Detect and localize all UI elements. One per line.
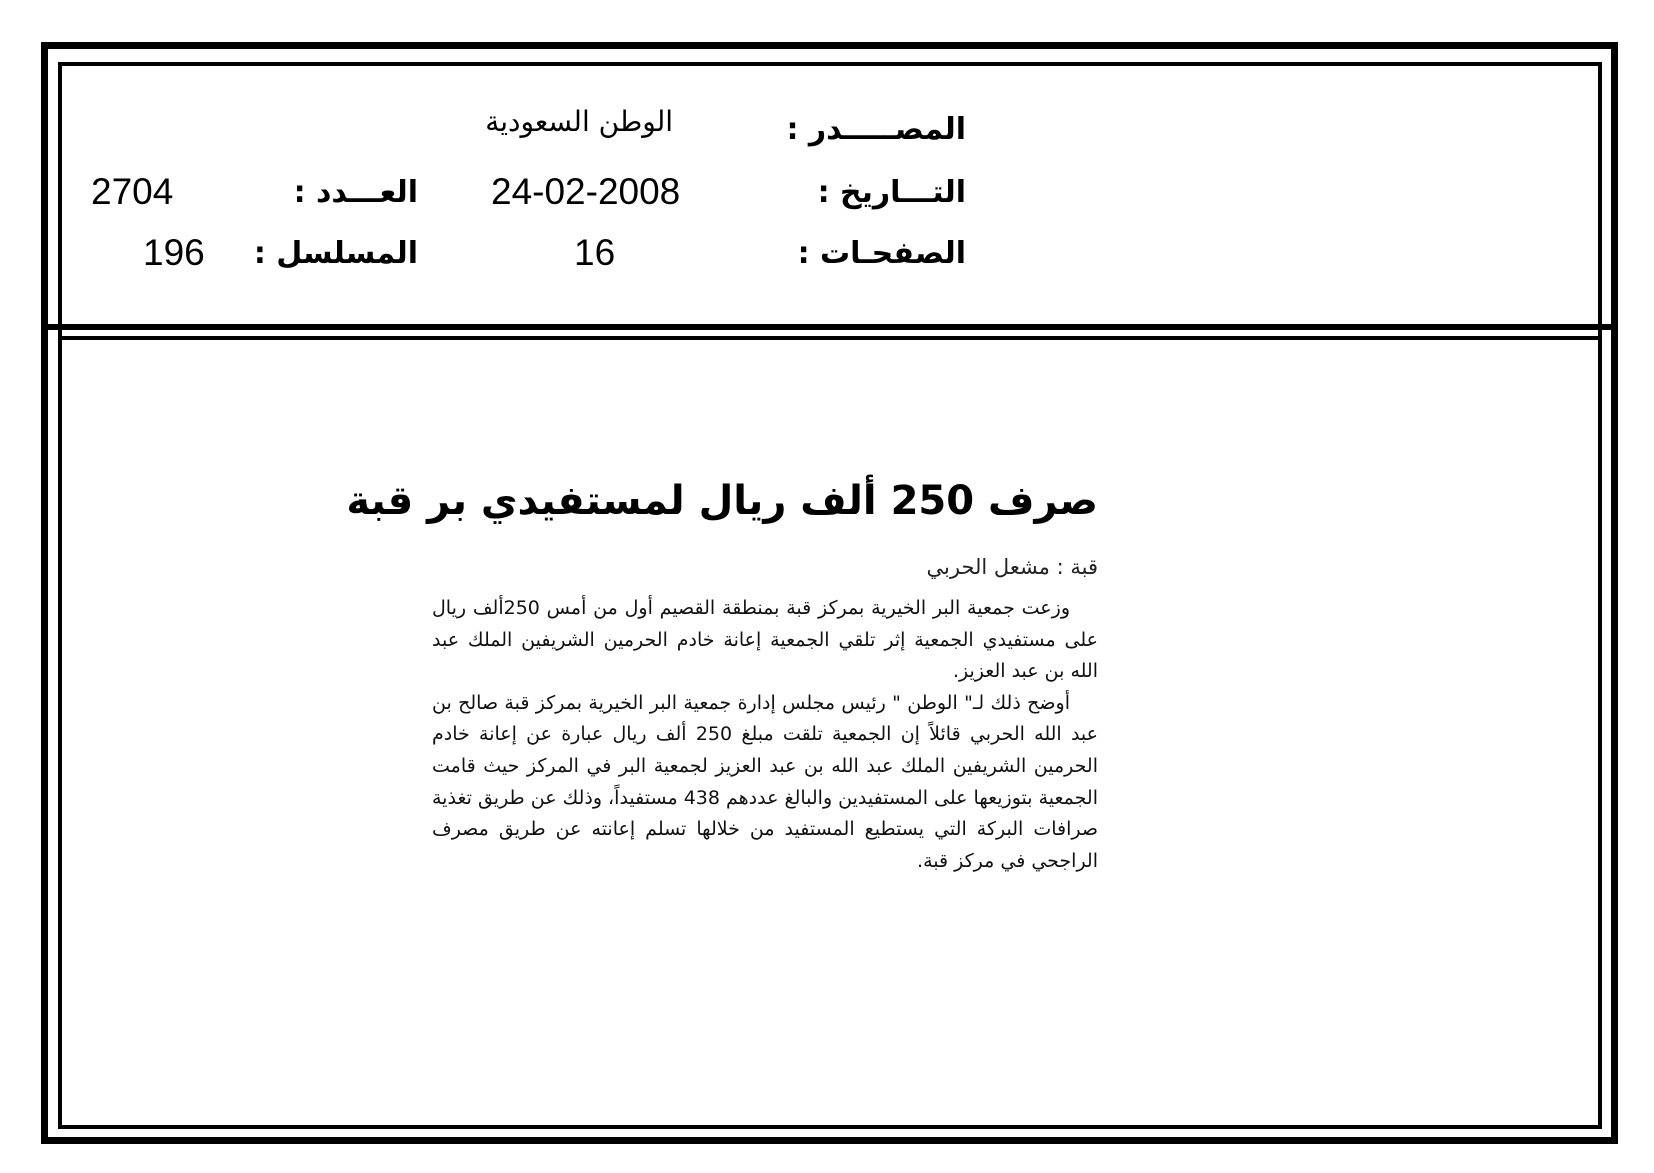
header-divider-inner (58, 336, 1602, 340)
date-label: التـــاريخ : (817, 175, 966, 210)
article-paragraph: أوضح ذلك لـ" الوطن " رئيس مجلس إدارة جمعية البر الخيرية بمركز قبة صالح بن عبد الله الحربي قائلاً إن الجمعية تلقت مبلغ 250 ألف ريال عبارة عن إعانة خادم الحرمين الشريفين الملك عبد الله بن عبد العزيز لجمعية البر في المركز حيث قامت الجمعية بتوزيعها على المستفيدين والبالغ عددهم 438 مستفيداً، وذلك عن طريق تغذية صرافات البركة التي يستطيع المستفيد من خلالها تسلم إعانته عن طريق مصرف الراجحي في مركز قبة. (432, 691, 1098, 872)
issue-value: 2704 (91, 171, 174, 212)
issue-label: العـــدد : (293, 175, 418, 210)
article-headline: صرف 250 ألف ريال لمستفيدي بر قبة (346, 478, 1098, 524)
article-body (432, 593, 1098, 909)
date-value: 24-02-2008 (491, 171, 681, 212)
source-value: الوطن السعودية (485, 105, 673, 138)
article-paragraph: وزعت جمعية البر الخيرية بمركز قبة بمنطقة القصيم أول من أمس 250ألف ريال على مستفيدي الجمعية إثر تلقي الجمعية إعانة خادم الحرمين الشريفين الملك عبد الله بن عبد العزيز. (432, 597, 1098, 683)
pages-label: الصفحـات : (797, 236, 966, 271)
serial-value: 196 (143, 232, 205, 273)
header-divider (41, 324, 1618, 330)
source-label: المصـــــدر : (786, 112, 966, 147)
article-byline: قبة : مشعل الحربي (926, 555, 1098, 579)
pages-value: 16 (574, 232, 616, 273)
serial-label: المسلسل : (253, 236, 418, 271)
